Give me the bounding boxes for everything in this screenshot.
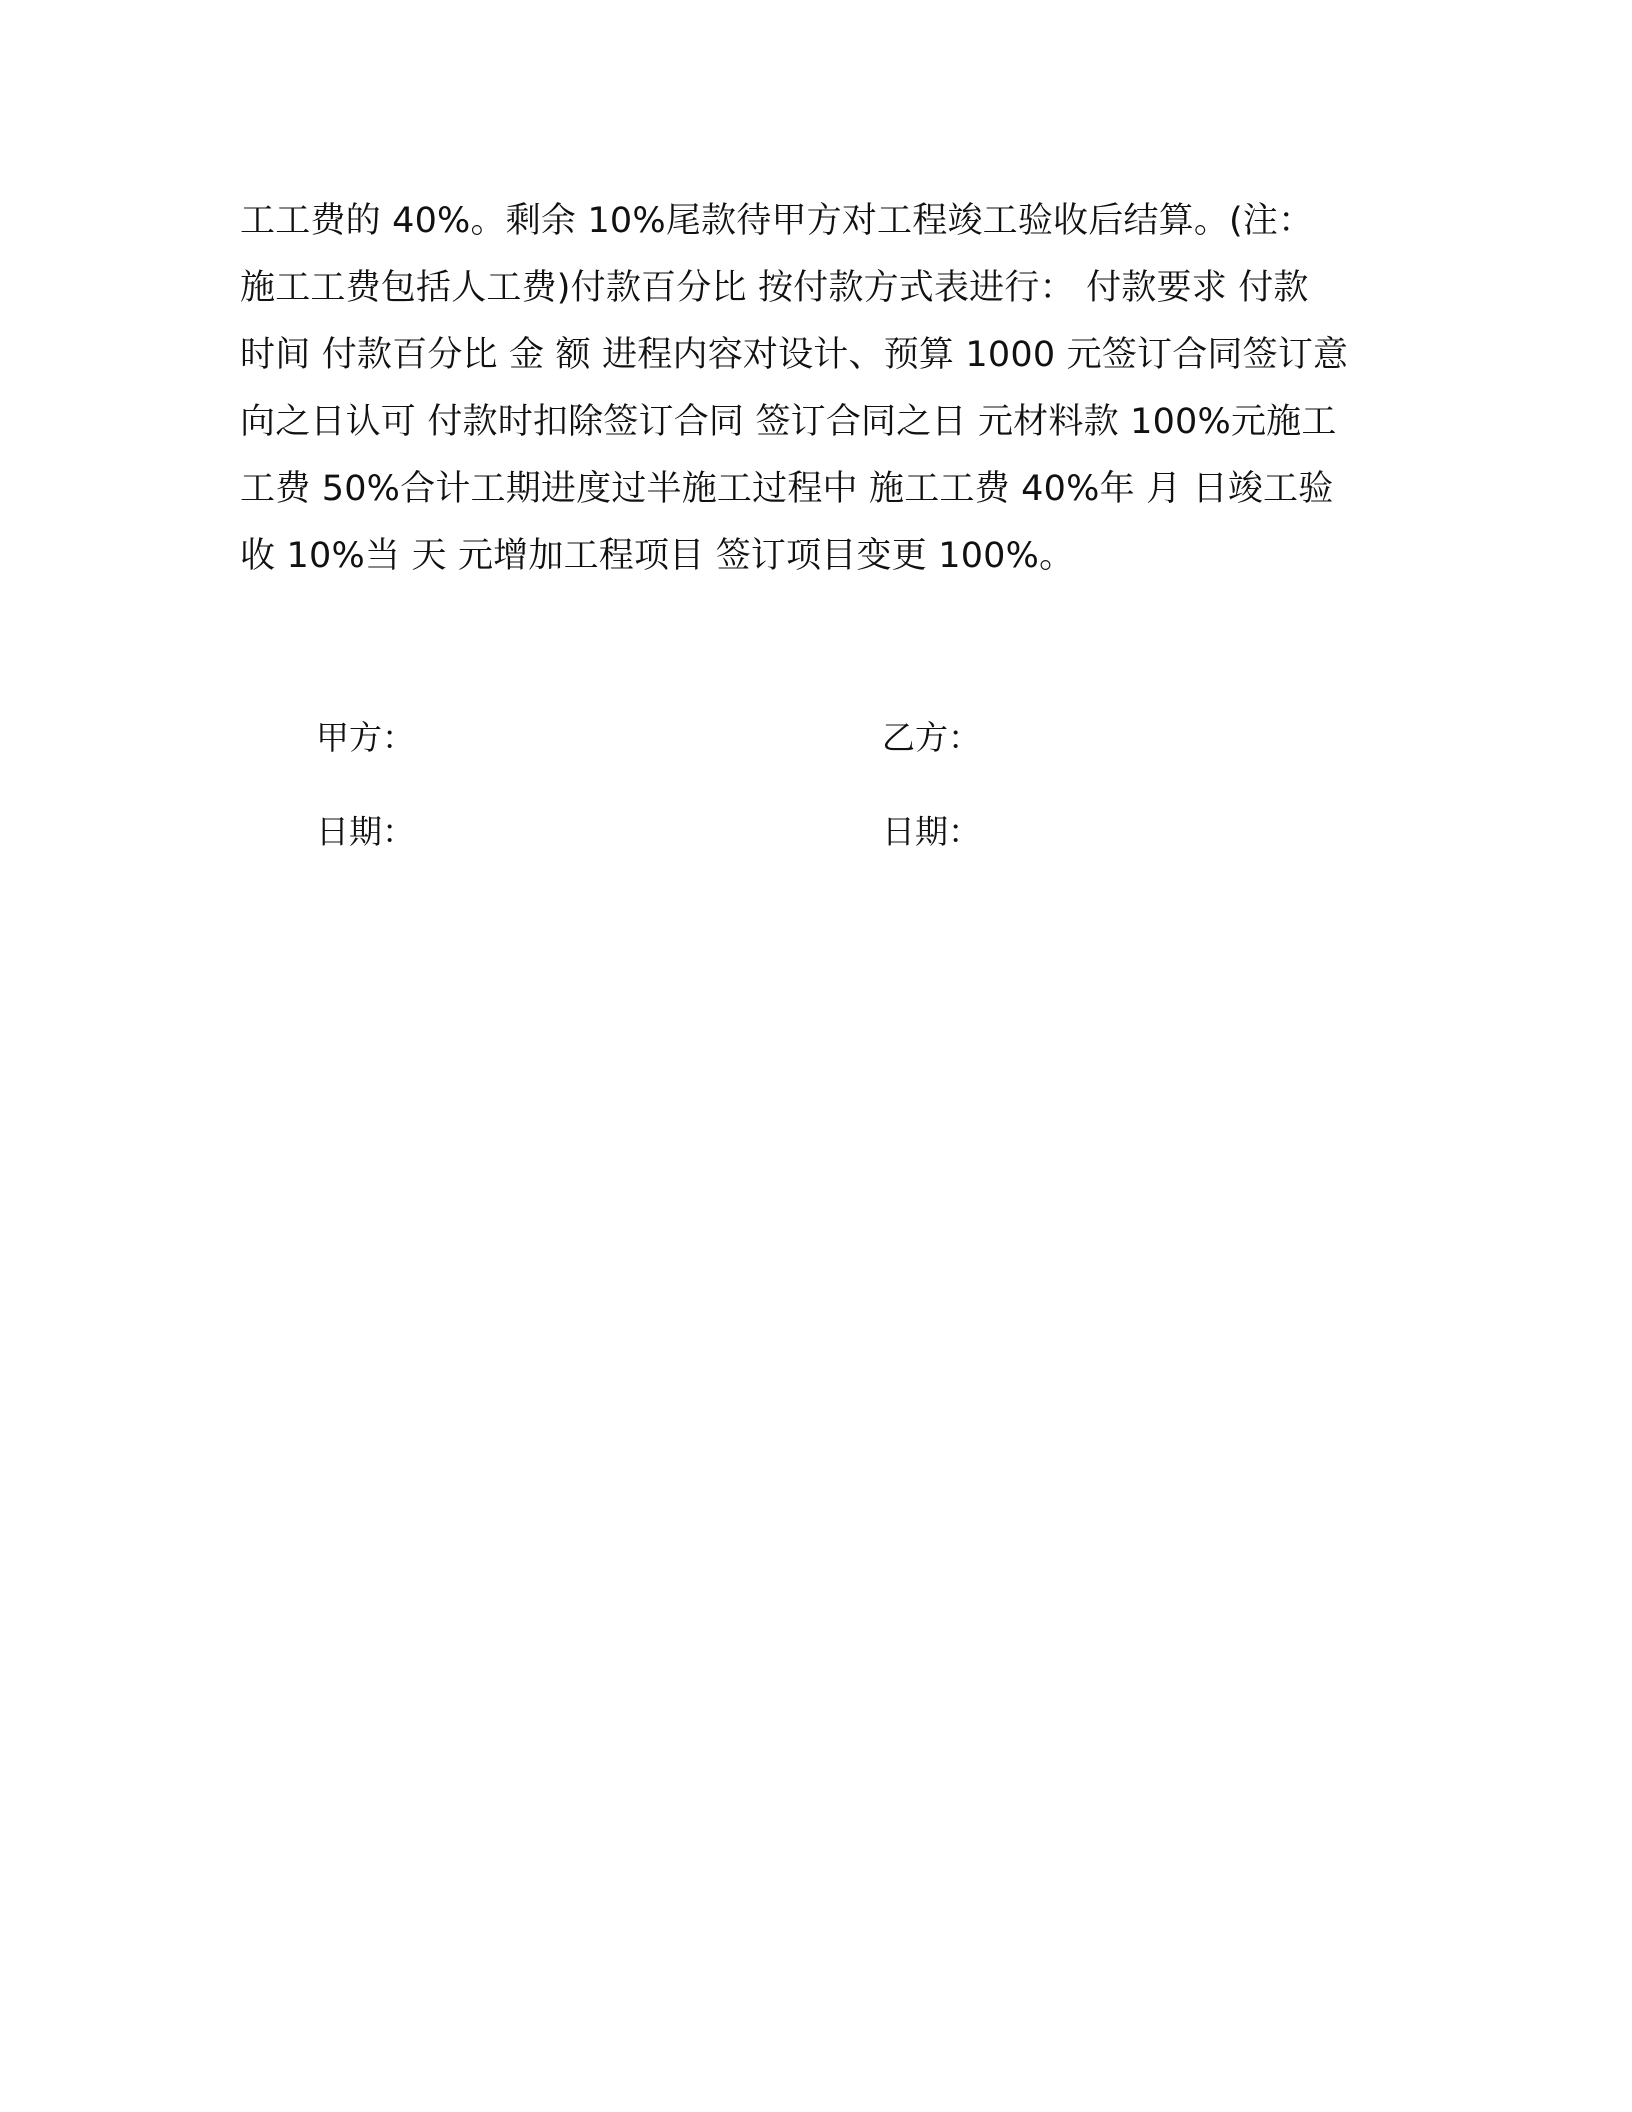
party-b-label: 乙方： bbox=[882, 718, 981, 757]
contract-body-text bbox=[240, 188, 1380, 590]
body-line: 工费 50%合计工期进度过半施工过程中 施工工费 40%年 月 日竣工验 bbox=[240, 469, 1334, 509]
party-b-date-label: 日期： bbox=[882, 812, 981, 851]
body-line: 施工工费包括人工费)付款百分比 按付款方式表进行： 付款要求 付款 bbox=[240, 268, 1309, 308]
party-a-date-label: 日期： bbox=[316, 812, 415, 851]
body-line: 向之日认可 付款时扣除签订合同 签订合同之日 元材料款 100%元施工 bbox=[240, 402, 1337, 442]
party-a-label: 甲方： bbox=[316, 718, 415, 757]
body-line: 工工费的 40%。剩余 10%尾款待甲方对工程竣工验收后结算。(注： bbox=[240, 201, 1314, 241]
body-line: 时间 付款百分比 金 额 进程内容对设计、预算 1000 元签订合同签订意 bbox=[240, 335, 1349, 375]
body-line: 收 10%当 天 元增加工程项目 签订项目变更 100%。 bbox=[240, 536, 1075, 576]
